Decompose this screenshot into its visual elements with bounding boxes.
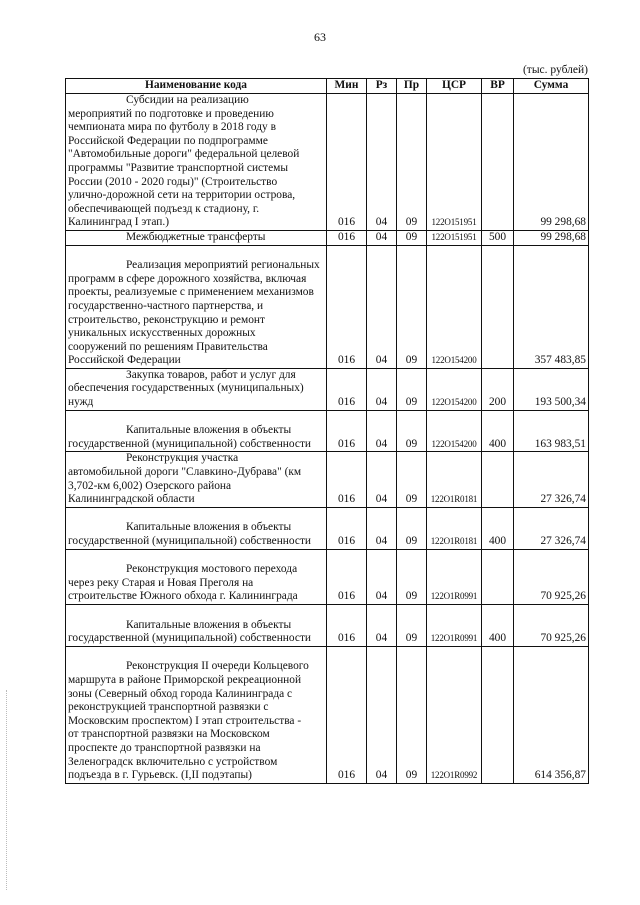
row-name xyxy=(66,368,327,410)
cell-min: 016 xyxy=(327,452,367,507)
cell-sum: 70 925,26 xyxy=(514,604,589,646)
row-name-line: обеспечения государственных (муниципальных) xyxy=(68,382,304,395)
cell-sum: 614 356,87 xyxy=(514,646,589,783)
row-name-line: строительство, реконструкцию и ремонт xyxy=(68,313,265,326)
table-row xyxy=(66,368,589,410)
row-name-line: от транспортной развязки на Московском xyxy=(68,728,270,741)
cell-min: 016 xyxy=(327,94,367,231)
row-name xyxy=(66,646,327,783)
row-name-line: Реконструкция мостового перехода xyxy=(126,563,298,576)
row-name-line: Межбюджетные трансферты xyxy=(126,230,266,243)
table-row xyxy=(66,94,589,231)
cell-vr: 400 xyxy=(482,604,514,646)
row-name-line: государственной (муниципальной) собственности xyxy=(68,535,312,547)
row-name-line: автомобильной дороги "Славкино-Дубрава" (км xyxy=(68,466,302,479)
cell-min: 016 xyxy=(327,507,367,549)
table-row xyxy=(66,604,589,646)
row-name xyxy=(66,507,327,549)
row-name-line: строительстве Южного обхода г. Калининграда xyxy=(68,590,298,603)
cell-rz: 04 xyxy=(367,452,397,507)
cell-pr: 09 xyxy=(397,604,427,646)
table-row xyxy=(66,245,589,368)
cell-sum: 70 925,26 xyxy=(514,549,589,604)
table-body xyxy=(66,94,589,784)
cell-rz: 04 xyxy=(367,230,397,245)
row-name-line: Реализация мероприятий региональных xyxy=(126,259,320,272)
cell-vr xyxy=(482,452,514,507)
row-name-line: Капитальные вложения в объекты xyxy=(126,424,292,437)
page-number: 63 xyxy=(314,30,326,44)
row-name-line: государственной (муниципальной) собственности xyxy=(68,437,312,450)
table-row xyxy=(66,646,589,783)
row-name-line xyxy=(68,508,324,522)
row-name-line: через реку Старая и Новая Преголя на xyxy=(68,576,254,589)
cell-pr: 09 xyxy=(397,368,427,410)
cell-vr xyxy=(482,549,514,604)
row-name-line: Реконструкция II очереди Кольцевого xyxy=(126,660,309,673)
cell-sum: 27 326,74 xyxy=(514,507,589,549)
cell-csr: 122О1R0991 xyxy=(427,549,482,604)
row-name-line xyxy=(68,246,324,260)
cell-csr: 122О154200 xyxy=(427,245,482,368)
header-min: Мин xyxy=(327,79,367,94)
row-name-line: Реконструкция участка xyxy=(126,452,239,465)
row-name-line: подъезда в г. Гурьевск. (I,II подэтапы) xyxy=(68,769,252,782)
header-name: Наименование кода xyxy=(66,79,327,94)
row-name-line: Калининградской области xyxy=(68,493,195,506)
cell-vr xyxy=(482,245,514,368)
cell-vr: 200 xyxy=(482,368,514,410)
row-name-line: обеспечивающей подъезд к стадиону, г. xyxy=(68,202,260,215)
row-name-line: программ в сфере дорожного хозяйства, включая xyxy=(68,272,307,285)
row-name-line: мероприятий по подготовке и проведению xyxy=(68,107,274,120)
row-name-line: Капитальные вложения в объекты xyxy=(126,618,292,631)
row-name xyxy=(66,452,327,507)
row-name-line xyxy=(68,647,324,661)
units-note: (тыс. рублей) xyxy=(522,64,588,76)
header-vr: ВР xyxy=(482,79,514,94)
row-name-line: 3,702-км 6,002) Озерского района xyxy=(68,479,232,492)
row-name xyxy=(66,94,327,231)
cell-vr xyxy=(482,94,514,231)
cell-pr: 09 xyxy=(397,507,427,549)
cell-pr: 09 xyxy=(397,646,427,783)
row-name-line xyxy=(68,411,324,425)
header-rz: Рз xyxy=(367,79,397,94)
cell-rz: 04 xyxy=(367,94,397,231)
cell-csr: 122О1R0992 xyxy=(427,646,482,783)
row-name-line: нужд xyxy=(68,396,94,409)
cell-sum: 27 326,74 xyxy=(514,452,589,507)
row-name-line xyxy=(68,605,324,619)
row-name xyxy=(66,410,327,452)
row-name-line: проекты, реализуемые с применением механизмов xyxy=(68,286,314,299)
row-name-line: Калининград I этап.) xyxy=(68,216,170,229)
cell-csr: 122О1R0991 xyxy=(427,604,482,646)
row-name xyxy=(66,230,327,245)
header-csr: ЦСР xyxy=(427,79,482,94)
cell-min: 016 xyxy=(327,549,367,604)
row-name-line: Московским проспектом) I этап строительства - xyxy=(68,714,302,727)
cell-csr: 122О154200 xyxy=(427,410,482,452)
cell-rz: 04 xyxy=(367,646,397,783)
row-name xyxy=(66,604,327,646)
cell-rz: 04 xyxy=(367,507,397,549)
cell-min: 016 xyxy=(327,368,367,410)
table-header-row xyxy=(66,79,589,94)
cell-min: 016 xyxy=(327,604,367,646)
header-sum: Сумма xyxy=(514,79,589,94)
cell-vr: 400 xyxy=(482,507,514,549)
row-name-line: маршрута в районе Приморской рекреационной xyxy=(68,673,302,686)
cell-vr: 500 xyxy=(482,230,514,245)
table-row xyxy=(66,549,589,604)
row-name-line: Закупка товаров, работ и услуг для xyxy=(126,368,296,381)
row-name-line: России (2010 - 2020 годы)" (Строительство xyxy=(68,175,278,188)
row-name-line: чемпионата мира по футболу в 2018 году в xyxy=(68,121,276,134)
cell-pr: 09 xyxy=(397,245,427,368)
cell-sum: 99 298,68 xyxy=(514,94,589,231)
cell-csr: 122О151951 xyxy=(427,94,482,231)
cell-vr xyxy=(482,646,514,783)
table-row xyxy=(66,507,589,549)
cell-csr: 122О1R0181 xyxy=(427,452,482,507)
cell-pr: 09 xyxy=(397,94,427,231)
cell-csr: 122О151951 xyxy=(427,230,482,245)
row-name-line: Российской Федерации xyxy=(68,354,181,367)
row-name-line: реконструкцией транспортной развязки с xyxy=(68,701,269,714)
table-row xyxy=(66,230,589,245)
cell-sum: 99 298,68 xyxy=(514,230,589,245)
row-name-line: программы "Развитие транспортной системы xyxy=(68,161,288,174)
table-row xyxy=(66,452,589,507)
cell-pr: 09 xyxy=(397,549,427,604)
row-name-line: сооружений по решениям Правительства xyxy=(68,340,268,353)
cell-csr: 122О154200 xyxy=(427,368,482,410)
cell-rz: 04 xyxy=(367,549,397,604)
row-name-line: государственно-частного партнерства, и xyxy=(68,299,264,312)
row-name-line xyxy=(68,550,324,564)
cell-rz: 04 xyxy=(367,368,397,410)
cell-vr: 400 xyxy=(482,410,514,452)
row-name-line: Зеленоградск включительно с устройством xyxy=(68,755,278,768)
row-name-line: Российской Федерации по подпрограмме xyxy=(68,134,268,147)
cell-min: 016 xyxy=(327,230,367,245)
table-row xyxy=(66,410,589,452)
cell-pr: 09 xyxy=(397,410,427,452)
row-name-line: проспекте до транспортной развязки на xyxy=(68,741,261,754)
budget-table xyxy=(65,78,589,784)
cell-sum: 163 983,51 xyxy=(514,410,589,452)
cell-pr: 09 xyxy=(397,452,427,507)
row-name xyxy=(66,549,327,604)
cell-sum: 193 500,34 xyxy=(514,368,589,410)
row-name-line: Капитальные вложения в объекты xyxy=(126,521,292,534)
cell-rz: 04 xyxy=(367,410,397,452)
row-name-line: "Автомобильные дороги" федеральной целевой xyxy=(68,148,300,161)
row-name-line: улично-дорожной сети на территории острова, xyxy=(68,189,296,202)
row-name-line: Субсидии на реализацию xyxy=(126,94,249,106)
row-name-line: зоны (Северный обход города Калининграда с xyxy=(68,687,293,700)
cell-rz: 04 xyxy=(367,604,397,646)
cell-rz: 04 xyxy=(367,245,397,368)
cell-min: 016 xyxy=(327,245,367,368)
cell-min: 016 xyxy=(327,646,367,783)
row-name xyxy=(66,245,327,368)
cell-pr: 09 xyxy=(397,230,427,245)
cell-csr: 122О1R0181 xyxy=(427,507,482,549)
margin-scan-artifact xyxy=(6,690,9,890)
cell-sum: 357 483,85 xyxy=(514,245,589,368)
cell-min: 016 xyxy=(327,410,367,452)
header-pr: Пр xyxy=(397,79,427,94)
row-name-line: уникальных искусственных дорожных xyxy=(68,327,256,340)
row-name-line: государственной (муниципальной) собственности xyxy=(68,632,312,645)
